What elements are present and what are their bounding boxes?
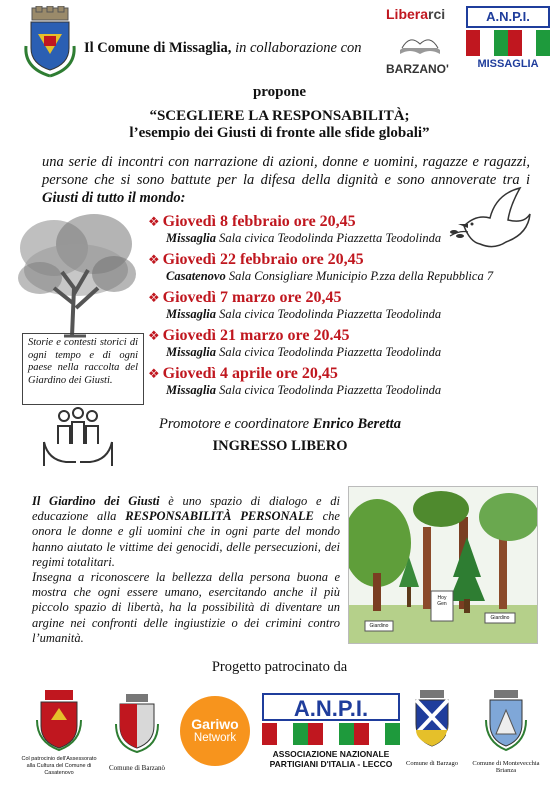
anpi-lecco-line-1: ASSOCIAZIONE NAZIONALE [272,749,390,759]
event-place: Sala Consigliare Municipio P.zza della Repubblica 7 [225,269,494,283]
ingresso-libero: INGRESSO LIBERO [212,438,348,454]
barzago-caption: Comune di Barzago [406,760,458,767]
giardino-paragraph-2: Insegna a riconoscere la bellezza della persona buona e mostra che ogni essere umano, esercitando anche il più piccolo spazio di libertà, ha la possibilità di diventare un argine nei confronti delle ingiustizie o dei crimini contro l’umanità. [32,570,340,645]
giardino-text-b: è uno spazio di dialogo e di educazione alla [32,494,340,524]
note-box-text: Storie e contesti storici di ogni tempo e di ogni paese nella raccolta del Giardino dei Giusti. [28,337,138,386]
intro-text: una serie di incontri con narrazione di azioni, donne e uomini, ragazze e ragazzi, persone che si sono battute per la difesa della dignità e sono annoverate tra i [42,154,530,188]
barzano-caption: Comune di Barzanò [109,764,165,772]
star-bullet-icon: ❖ [148,328,160,343]
patrocinio-title: Progetto patrocinato da [211,659,348,675]
gariwo-logo [180,696,250,766]
star-bullet-icon: ❖ [148,290,160,305]
page-title [0,108,559,142]
responsabilita-bold: RESPONSABILITÀ PERSONALE [125,509,314,524]
anpi-lecco-line-2: PARTIGIANI D'ITALIA - LECCO [269,759,393,769]
event-item [148,327,548,365]
event-date: Giovedì 21 marzo ore 20.45 [162,327,350,344]
liberarci-text-b: rci [428,6,446,22]
event-item [148,289,548,327]
book-icon [398,28,442,56]
event-town: Missaglia [166,231,217,245]
barzano-logo [104,694,170,784]
event-town: Missaglia [166,307,217,321]
event-item [148,365,548,403]
sign-label: Giardino [369,623,389,629]
event-item [148,213,548,251]
promoter-line [120,416,440,433]
liberarci-text-a: Liber [386,6,421,22]
event-item [148,251,548,289]
giardino-text [32,494,340,646]
propone-text: propone [252,84,307,100]
header-comune [84,40,362,57]
star-bullet-icon: ❖ [148,366,160,381]
forest-illustration [348,486,538,644]
anpi-lecco-logo [262,693,400,775]
giardino-paragraph-1 [32,494,340,570]
star-bullet-icon: ❖ [148,214,160,229]
comune-name: Il Comune di Missaglia, [84,40,232,56]
star-bullet-icon: ❖ [148,252,160,267]
giardino-text-d: che onora le donne e gli uomini che in ogni parte del mondo hanno aiutato le vittime dei genocidi, delle persecuzioni, dei regimi totalitari. [32,509,340,569]
event-town: Missaglia [166,383,217,397]
event-place: Sala civica Teodolinda Piazzetta Teodolinda [216,345,442,359]
anpi-lecco-text: A.N.P.I. [262,693,400,721]
casatenovo-logo [18,690,100,790]
giardino-title: Il Giardino dei Giusti [32,494,160,508]
event-town: Casatenovo [166,269,226,283]
people-hands-icon [40,404,116,474]
anpi-text: A.N.P.I. [466,6,550,28]
title-line-2: l’esempio dei Giusti di fronte alle sfide globali” [129,125,430,141]
missaglia-text: MISSAGLIA [477,58,539,70]
event-town: Missaglia [166,345,217,359]
collab-text: in collaborazione con [231,40,362,56]
gariwo-text: Gariwo [191,716,239,732]
montevecchia-logo [464,690,548,786]
montevecchia-caption: Comune di Montevecchia Brianza [472,760,540,774]
event-date: Giovedì 7 marzo ore 20,45 [162,289,342,306]
anpi-missaglia-logo [466,6,550,72]
events-list [148,213,548,403]
missaglia-crest [22,6,78,78]
barzago-logo [404,690,460,786]
word-tree-illustration [14,208,142,338]
barzano-text: BARZANO' [386,62,449,76]
note-box [22,333,144,405]
intro-bold: Giusti di tutto il mondo: [42,190,186,206]
event-date: Giovedì 4 aprile ore 20,45 [162,365,338,382]
casatenovo-caption: Col patrocinio dell'Assessorato alla Cultura del Comune di Casatenovo [21,756,97,776]
event-place: Sala civica Teodolinda Piazzetta Teodolinda [216,307,442,321]
event-place: Sala civica Teodolinda Piazzetta Teodolinda [216,383,442,397]
promoter-name: Enrico Beretta [312,416,401,432]
liberarci-logo: Liberarci BARZANO' [386,6,449,76]
event-place: Sala civica Teodolinda Piazzetta Teodolinda [216,231,442,245]
sign-label: Giardino [490,615,510,621]
title-line-1: “SCEGLIERE LA RESPONSABILITÀ; [149,108,410,124]
sign-label: Hoy Gen [437,595,447,607]
event-date: Giovedì 22 febbraio ore 20,45 [162,251,364,268]
gariwo-network-text: Network [193,732,237,744]
promoter-label: Promotore e coordinatore [159,416,313,432]
event-date: Giovedì 8 febbraio ore 20,45 [162,213,356,230]
